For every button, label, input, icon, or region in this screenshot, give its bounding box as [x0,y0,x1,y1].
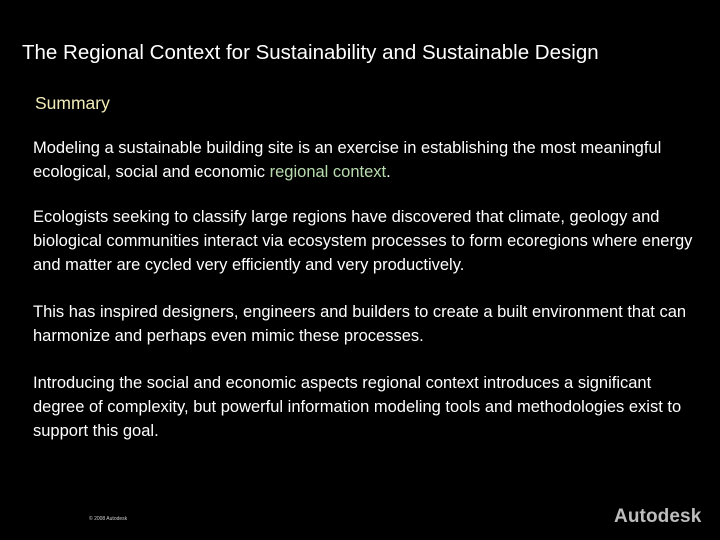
paragraph-3: This has inspired designers, engineers and builders to create a built environment that can harmonize and perhaps even mimic these processes. [33,303,687,345]
paragraph-1-end: . [386,163,391,181]
paragraph-1 [33,136,698,184]
slide-title: The Regional Context for Sustainability and Sustainable Design [22,41,599,64]
autodesk-logo: Autodesk [614,506,702,527]
paragraph-1-text: Modeling a sustainable building site is an exercise in establishing the most meaningful ecological, social and economic [33,139,662,181]
paragraph-4: Introducing the social and economic aspects regional context introduces a significant degree of complexity, but powerful information modeling tools and methodologies exist to support this goal. [33,374,682,440]
paragraph-2: Ecologists seeking to classify large regions have discovered that climate, geology and biological communities interact via ecosystem processes to form ecoregions where energy and matter are cycled very efficiently and very productively. [33,208,693,274]
copyright-notice: © 2008 Autodesk [89,516,128,522]
slide-subtitle: Summary [35,93,110,113]
regional-context-highlight: regional context [269,163,387,181]
